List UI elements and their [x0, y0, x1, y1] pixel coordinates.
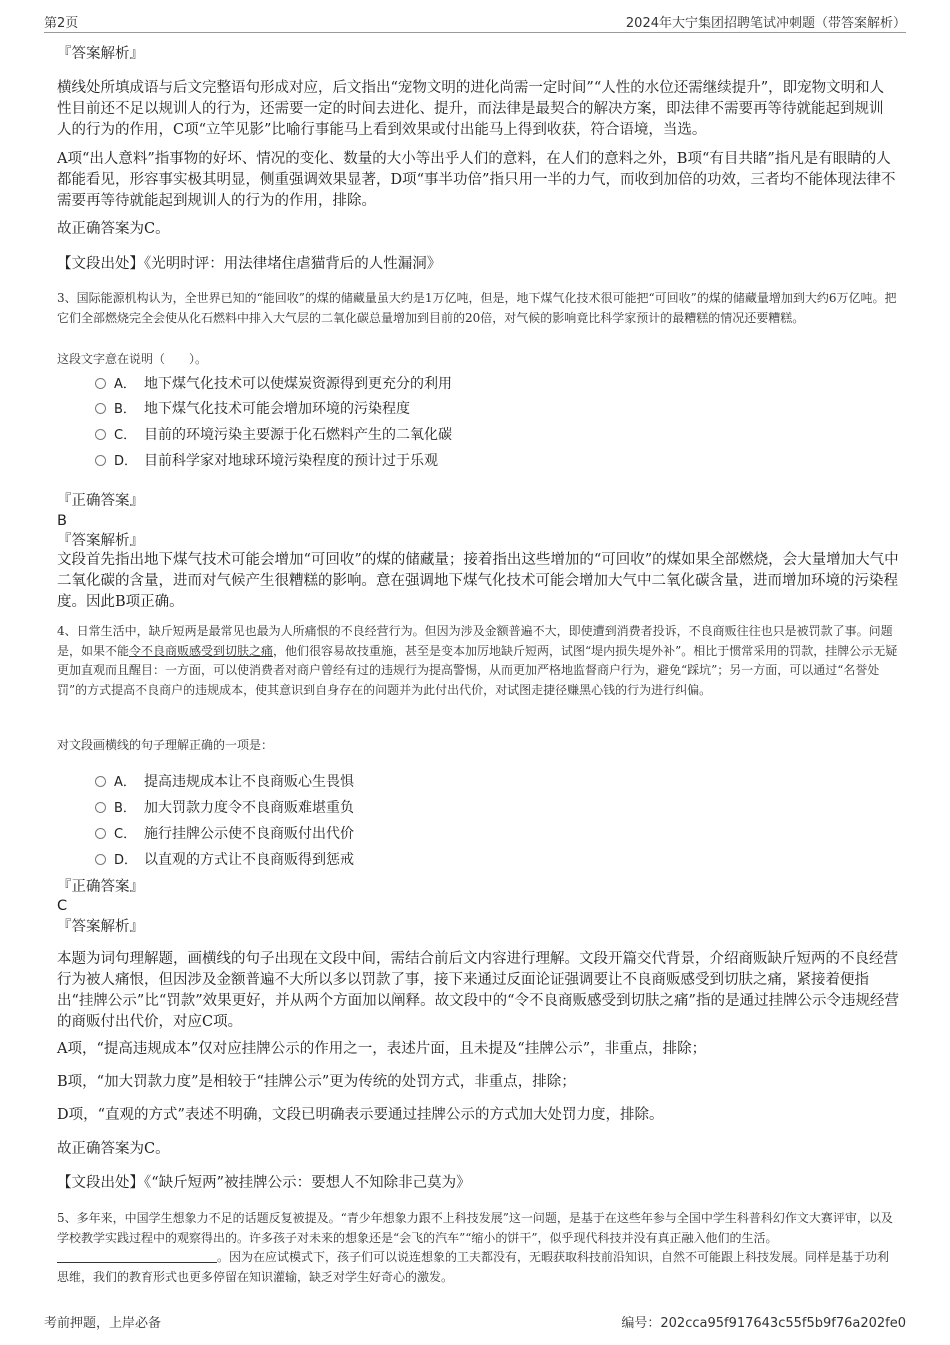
option-a[interactable]	[95, 771, 354, 793]
option-letter: D．	[114, 454, 138, 469]
option-text: 以直观的方式让不良商贩得到惩戒	[144, 852, 354, 868]
source-citation: 【文段出处】《光明时评：用法律堵住虐猫背后的人性漏洞》	[57, 256, 442, 272]
option-letter: A．	[114, 377, 136, 392]
option-b[interactable]	[95, 797, 354, 819]
option-c[interactable]	[95, 823, 354, 845]
page-header	[44, 10, 906, 33]
analysis-paragraph: D项，“直观的方式”表述不明确，文段已明确表示要通过挂牌公示的方式加大处罚力度，排除。	[57, 1107, 664, 1123]
correct-answer-label: 『正确答案』	[57, 879, 144, 895]
option-letter: B．	[114, 801, 136, 816]
page-footer	[44, 1312, 906, 1332]
correct-answer: C	[57, 898, 68, 914]
question-stem: 4、日常生活中，缺斤短两是最常见也最为人所痛恨的不良经营行为。但因为涉及金额普遍不大，即使遭到消费者投诉，不良商贩往往也只是被罚款了事。问题是，如果不能令不良商贩感受到切肤之痛，他们很容易故技重施，甚至是变本加厉地缺斤短两，试图“堤内损失堤外补”。相比于惯常采用的罚款，挂牌公示无疑更加直观而且醒目：一方面，可以使消费者对商户曾经有过的违规行为提高警惕，从而更加严格地监督商户行为，避免“踩坑”；另一方面，可以通过“名誉处罚”的方式提高不良商户的违规成本，使其意识到自身存在的问题并为此付出代价，对试图走捷径赚黑心钱的行为进行纠偏。	[57, 624, 898, 697]
analysis-label: 『答案解析』	[57, 533, 144, 549]
radio-icon[interactable]	[95, 776, 106, 787]
option-d[interactable]	[95, 450, 438, 472]
option-text: 提高违规成本让不良商贩心生畏惧	[144, 774, 354, 790]
underlined-sentence: 令不良商贩感受到切肤之痛	[129, 643, 274, 658]
radio-icon[interactable]	[95, 802, 106, 813]
option-letter: A．	[114, 775, 136, 790]
option-letter: B．	[114, 402, 136, 417]
option-a[interactable]	[95, 373, 452, 395]
question-prompt: 对文段画横线的句子理解正确的一项是：	[57, 738, 274, 752]
page-number: 第2页	[44, 16, 79, 31]
analysis-paragraph: 文段首先指出地下煤气技术可能会增加“可回收”的煤的储藏量；接着指出这些增加的“可回收”的煤如果全部燃烧，会大量增加大气中二氧化碳的含量，进而对气候产生很糟糕的影响。意在强调地下煤气化技术可能会增加大气中二氧化碳含量，进而增加环境的污染程度。因此B项正确。	[57, 552, 899, 610]
radio-icon[interactable]	[95, 455, 106, 466]
radio-icon[interactable]	[95, 828, 106, 839]
answer-statement: 故正确答案为C。	[57, 221, 170, 237]
question-prompt: 这段文字意在说明（ ）。	[57, 352, 208, 366]
option-text: 地下煤气化技术可能会增加环境的污染程度	[144, 401, 410, 417]
option-c[interactable]	[95, 424, 452, 446]
question-stem: 5、多年来，中国学生想象力不足的话题反复被提及。“青少年想象力跟不上科技发展”这一问题，是基于在这些年参与全国中学生科普科幻作文大赛评审，以及学校教学实践过程中的观察得出的。许多孩子对未来的想象还是“会飞的汽车”“缩小的饼干”，似乎现代科技并没有真正融入他们的生活。。因为在应试模式下，孩子们可以说连想象的工夫都没有，无暇获取科技前沿知识，自然不可能跟上科技发展。同样是基于功利思维，我们的教育形式也更多停留在知识灌输，缺乏对学生好奇心的激发。	[57, 1211, 893, 1284]
radio-icon[interactable]	[95, 403, 106, 414]
analysis-label: 『答案解析』	[57, 919, 144, 935]
document-code: 编号：202cca95f917643c55f5b9f76a202fe0	[621, 1316, 906, 1331]
correct-answer: B	[57, 513, 67, 529]
option-b[interactable]	[95, 398, 410, 420]
analysis-paragraph: A项，“提高违规成本”仅对应挂牌公示的作用之一，表述片面，且未提及“挂牌公示”，非重点，排除；	[57, 1041, 707, 1057]
footer-slogan: 考前押题，上岸必备	[44, 1316, 162, 1331]
analysis-paragraph: 横线处所填成语与后文完整语句形成对应，后文指出“宠物文明的进化尚需一定时间”“人性的水位还需继续提升”，即宠物文明和人性目前还不足以规训人的行为，还需要一定的时间去进化、提升，而法律是最契合的解决方案，即法律不需要再等待就能起到规训人的行为的作用，C项“立竿见影”比喻行事能马上看到效果或付出能马上得到收获，符合语境，当选。	[57, 80, 885, 138]
option-text: 施行挂牌公示使不良商贩付出代价	[144, 826, 354, 842]
analysis-paragraph: A项“出人意料”指事物的好坏、情况的变化、数量的大小等出乎人们的意料，在人们的意料之外，B项“有目共睹”指凡是有眼睛的人都能看见，形容事实极其明显，侧重强调效果显著，D项“事半功倍”指只用一半的力气，而收到加倍的功效，三者均不能体现法律不需要再等待就能起到规训人的行为的作用，排除。	[57, 151, 896, 209]
option-text: 加大罚款力度令不良商贩难堪重负	[144, 800, 354, 816]
correct-answer-label: 『正确答案』	[57, 493, 144, 509]
analysis-label: 『答案解析』	[57, 46, 144, 62]
analysis-paragraph: 本题为词句理解题，画横线的句子出现在文段中间，需结合前后文内容进行理解。文段开篇交代背景，介绍商贩缺斤短两的不良经营行为被人痛恨，但因涉及金额普遍不大所以多以罚款了事，接下来通过反面论证强调要让不良商贩感受到切肤之痛，紧接着便指出“挂牌公示”比“罚款”效果更好，并从两个方面加以阐释。故文段中的“令不良商贩感受到切肤之痛”指的是通过挂牌公示令违规经营的商贩付出代价，对应C项。	[57, 951, 899, 1030]
option-letter: D．	[114, 853, 138, 868]
option-letter: C．	[114, 827, 137, 842]
radio-icon[interactable]	[95, 429, 106, 440]
radio-icon[interactable]	[95, 378, 106, 389]
option-text: 目前科学家对地球环境污染程度的预计过于乐观	[144, 453, 438, 469]
fill-in-blank[interactable]	[57, 1250, 217, 1263]
analysis-paragraph: B项，“加大罚款力度”是相较于“挂牌公示”更为传统的处罚方式，非重点，排除；	[57, 1074, 576, 1090]
option-text: 目前的环境污染主要源于化石燃料产生的二氧化碳	[144, 427, 452, 443]
option-d[interactable]	[95, 849, 354, 871]
option-text: 地下煤气化技术可以使煤炭资源得到更充分的利用	[144, 376, 452, 392]
radio-icon[interactable]	[95, 854, 106, 865]
answer-statement: 故正确答案为C。	[57, 1141, 170, 1157]
document-title: 2024年大宁集团招聘笔试冲刺题（带答案解析）	[625, 16, 906, 31]
option-letter: C．	[114, 428, 137, 443]
question-stem: 3、国际能源机构认为，全世界已知的“能回收”的煤的储藏量虽大约是1万亿吨，但是，地下煤气化技术很可能把“可回收”的煤的储藏量增加到大约6万亿吨。把它们全部燃烧完全会使从化石燃料中排入大气层的二氧化碳总量增加到目前的20倍，对气候的影响竟比科学家预计的最糟糕的情况还要糟糕。	[57, 291, 897, 325]
source-citation: 【文段出处】《“缺斤短两”被挂牌公示：要想人不知除非己莫为》	[57, 1175, 471, 1191]
